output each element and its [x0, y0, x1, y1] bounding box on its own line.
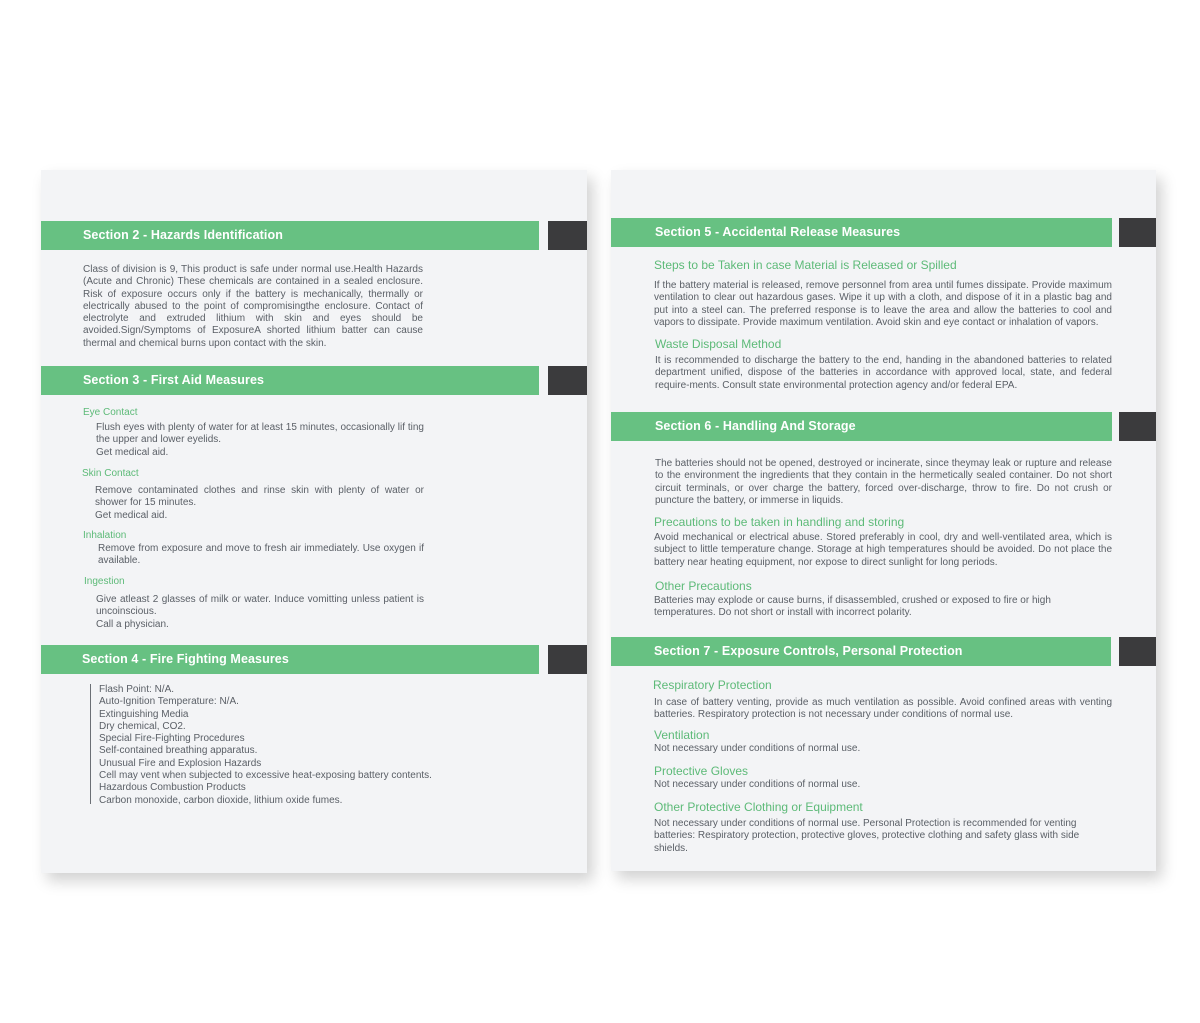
- ingestion-heading: Ingestion: [84, 576, 125, 587]
- fire-line: Hazardous Combustion Products: [99, 782, 246, 794]
- clothing-heading: Other Protective Clothing or Equipment: [654, 800, 863, 814]
- skin-contact-heading: Skin Contact: [82, 468, 139, 479]
- eye-contact-heading: Eye Contact: [83, 407, 138, 418]
- section-2-body: Class of division is 9, This product is safe under normal use.Health Hazards (Acute and Chronic) These chemicals are contained in a sealed enclosure. Risk of exposure occurs only if the battery is mechanically, thermally or electrically abused to the point of compromisingthe enclosure. Contact of electrolyte and extruded lithium with skin and eyes should be avoided.Sign/Symptoms of ExposureA shorted lithium batter can cause thermal and chemical burns upon contact with the skin.: [83, 264, 423, 349]
- eye-contact-block: [96, 422, 424, 459]
- inhalation-heading: Inhalation: [83, 530, 127, 541]
- ingestion-text: Give atleast 2 glasses of milk or water. Induce vomitting unless patient is uncoinscious.: [96, 594, 424, 618]
- fire-line: Flash Point: N/A.: [99, 684, 175, 695]
- ventilation-text: Not necessary under conditions of normal use.: [654, 743, 861, 754]
- ventilation-heading: Ventilation: [654, 728, 710, 742]
- fire-line: Unusual Fire and Explosion Hazards: [99, 757, 262, 769]
- section-4-vertical-rule: [90, 684, 91, 804]
- skin-contact-text: Remove contaminated clothes and rinse skin with plenty of water or shower for 15 minutes.: [95, 485, 424, 509]
- gloves-heading: Protective Gloves: [654, 764, 749, 778]
- fire-line: Special Fire-Fighting Procedures: [99, 733, 245, 745]
- eye-contact-note: Get medical aid.: [96, 446, 169, 458]
- fire-line: Cell may vent when subjected to excessive heat-exposing battery contents.: [99, 770, 432, 782]
- fire-line: Dry chemical, CO2.: [99, 720, 186, 732]
- inhalation-text: Remove from exposure and move to fresh air immediately. Use oxygen if available.: [98, 543, 424, 567]
- skin-contact-block: [95, 485, 424, 522]
- section-4-tab: [548, 645, 587, 674]
- waste-disposal-text: It is recommended to discharge the battery to the end, handing in the abandoned batteries to related department unified, dispose of the batteries in accordance with approved local, state, and federal require-ments. Consult state environmental protection agency and/or federal EPA.: [655, 355, 1112, 391]
- right-page: [611, 170, 1156, 871]
- section-2-tab: [548, 221, 587, 250]
- steps-heading: Steps to be Taken in case Material is Released or Spilled: [654, 258, 957, 272]
- section-7-title: Section 7 - Exposure Controls, Personal Protection: [654, 644, 963, 658]
- section-6-body: The batteries should not be opened, destroyed or incinerate, since theymay leak or rupture and release to the environment the ingredients that they contain in the hermetically sealed container. Do not short circuit terminals, or over charge the battery, forced over-discharge, throw to fire. Do not crush or puncture the battery, or immerse in liquids.: [655, 458, 1112, 506]
- section-5-tab: [1119, 218, 1156, 247]
- eye-contact-text: Flush eyes with plenty of water for at least 15 minutes, occasionally lif ting the upper and lower eyelids.: [96, 422, 424, 446]
- fire-line: Extinguishing Media: [99, 708, 189, 720]
- section-5-title: Section 5 - Accidental Release Measures: [655, 225, 901, 239]
- respiratory-heading: Respiratory Protection: [653, 678, 772, 692]
- respiratory-text: In case of battery venting, provide as much ventilation as possible. Avoid confined areas with venting batteries. Respiratory protection is not necessary under conditions of normal use.: [654, 697, 1112, 721]
- skin-contact-note: Get medical aid.: [95, 509, 168, 521]
- other-precautions-text: Batteries may explode or cause burns, if disassembled, crushed or exposed to fire or high temperatures. Do not short or install with incorrect polarity.: [654, 595, 1051, 619]
- ingestion-block: [96, 594, 424, 631]
- section-3-tab: [548, 366, 587, 395]
- section-4-list: [99, 684, 449, 807]
- section-3-title: Section 3 - First Aid Measures: [83, 373, 265, 387]
- clothing-text: Not necessary under conditions of normal use. Personal Protection is recommended for venting batteries: Respiratory protection, protective gloves, protective clothing and safety glass with side shields.: [654, 818, 1080, 854]
- section-7-tab: [1119, 637, 1156, 666]
- fire-line: Self-contained breathing apparatus.: [99, 745, 258, 757]
- section-2-title: Section 2 - Hazards Identification: [83, 228, 283, 242]
- left-page: [41, 170, 587, 873]
- section-4-title: Section 4 - Fire Fighting Measures: [82, 652, 289, 666]
- waste-disposal-heading: Waste Disposal Method: [655, 337, 782, 351]
- precautions-heading: Precautions to be taken in handling and storing: [654, 515, 905, 529]
- steps-text: If the battery material is released, remove personnel from area until fumes dissipate. Provide maximum ventilation to clear out hazardous gases. Wipe it up with a cloth, and dispose of it in a plastic bag and put into a steel can. The preferred response is to leave the area and allow the batteries to cool and vapors to dissipate. Provide maximum ventilation. Avoid skin and eye contact or inhalation of vapors.: [654, 280, 1112, 328]
- other-precautions-heading: Other Precautions: [655, 579, 752, 593]
- gloves-text: Not necessary under conditions of normal use.: [654, 779, 861, 790]
- fire-line: Auto-Ignition Temperature: N/A.: [99, 696, 239, 708]
- ingestion-note: Call a physician.: [96, 618, 169, 630]
- precautions-text: Avoid mechanical or electrical abuse. Stored preferably in cool, dry and well-ventilated area, which is subject to little temperature change. Storage at high temperatures should be avoided. Do not place the battery near heating equipment, nor expose to direct sunlight for long periods.: [654, 532, 1112, 568]
- section-6-title: Section 6 - Handling And Storage: [655, 419, 856, 433]
- section-6-tab: [1119, 412, 1156, 441]
- fire-line: Carbon monoxide, carbon dioxide, lithium oxide fumes.: [99, 794, 343, 806]
